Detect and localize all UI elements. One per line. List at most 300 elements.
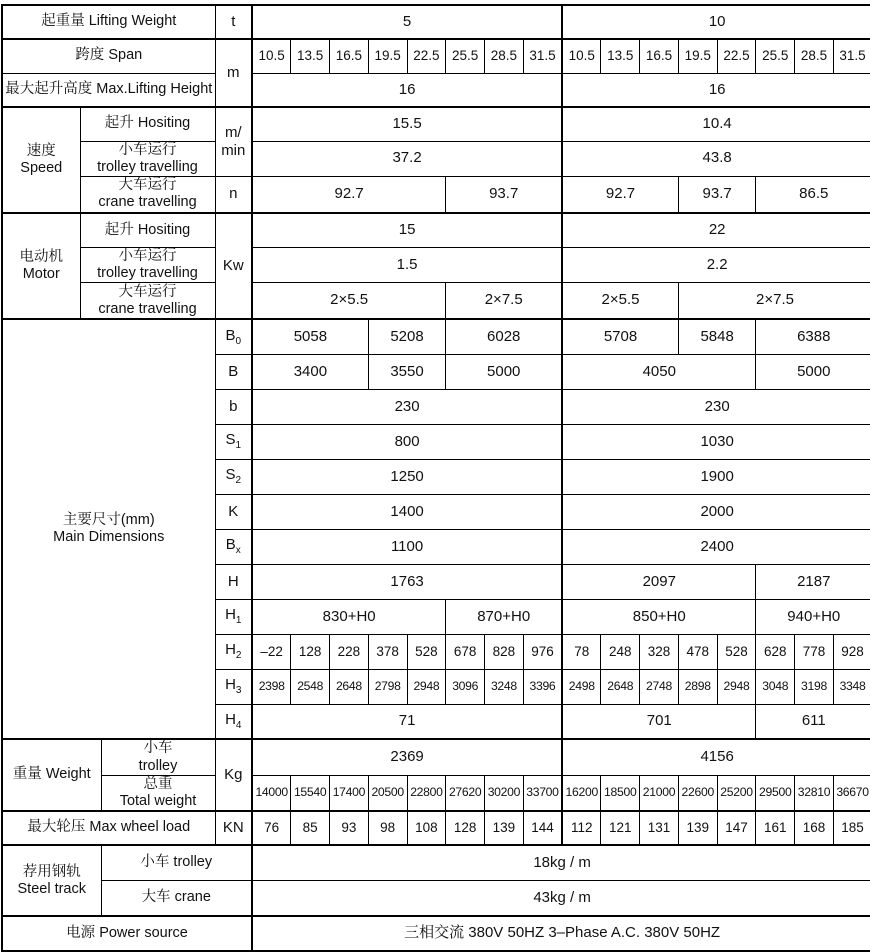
dim-symbol	[215, 529, 252, 564]
cell-text: 4156	[700, 748, 734, 766]
value-cell	[833, 811, 870, 845]
cell-text: 2948	[723, 679, 750, 694]
cell-text: 131	[647, 819, 671, 835]
value-cell	[446, 319, 562, 354]
cell-text: Kw	[222, 257, 244, 275]
cell-text: 3248	[490, 679, 517, 694]
cell-text: 830+H0	[322, 607, 376, 625]
cell-text: 43kg / m	[533, 888, 591, 906]
cell-text: 三相交流 380V 50HZ 3–Phase A.C. 380V 50HZ	[404, 924, 721, 942]
cell-line: 大车运行	[118, 177, 177, 194]
value-cell	[833, 39, 870, 73]
cell-text: 1400	[390, 502, 424, 520]
cell-text: 37.2	[392, 149, 422, 167]
cell-text: 3396	[529, 679, 556, 694]
cell-text: K	[228, 502, 239, 520]
value-cell	[678, 282, 870, 319]
cell-line: Total weight	[119, 792, 197, 809]
value-cell	[601, 775, 640, 811]
dim-symbol	[215, 634, 252, 669]
value-cell	[833, 669, 870, 704]
cell-text: 16200	[565, 785, 598, 800]
cell-subscript: 1	[235, 440, 242, 452]
cell-subscript: x	[235, 545, 241, 557]
cell-text: 144	[531, 819, 554, 835]
cell-subscript: 4	[235, 720, 242, 732]
cell-text: 5058	[293, 327, 328, 345]
cell-text: S	[225, 431, 236, 449]
table-row	[2, 916, 870, 951]
cell-text: 2748	[646, 679, 672, 694]
cell-text: 5	[402, 12, 412, 30]
value-cell	[562, 141, 870, 176]
cell-text: 10.5	[258, 47, 285, 63]
value-cell	[446, 599, 562, 634]
cell-text: 1030	[700, 432, 734, 450]
cell-text: 14000	[255, 785, 288, 800]
value-cell	[368, 319, 446, 354]
cell-text: 1763	[390, 572, 424, 590]
value-cell	[368, 669, 407, 704]
cell-subscript: 2	[235, 650, 242, 662]
unit-cell	[215, 5, 252, 39]
value-cell	[562, 39, 601, 73]
cell-text: 17400	[332, 785, 366, 800]
value-cell	[368, 354, 446, 389]
cell-line: crane travelling	[98, 194, 197, 211]
cell-text: B	[225, 326, 236, 344]
value-cell	[562, 494, 870, 529]
unit-cell	[215, 739, 252, 811]
cell-text: 起升 Hositing	[104, 221, 191, 238]
value-cell	[252, 39, 291, 73]
row-label-total-weight	[101, 775, 215, 811]
cell-text: 128	[298, 643, 322, 659]
value-cell	[407, 634, 446, 669]
cell-text: 25.5	[762, 47, 789, 63]
table-row	[2, 880, 870, 916]
cell-text: 19.5	[374, 47, 401, 63]
value-cell	[562, 599, 756, 634]
cell-text: 5000	[797, 362, 831, 380]
cell-text: 起升 Hositing	[104, 115, 191, 132]
cell-text: 71	[398, 712, 416, 730]
cell-text: 147	[725, 819, 748, 835]
value-cell	[523, 634, 562, 669]
value-cell	[291, 39, 330, 73]
cell-text: 31.5	[839, 47, 866, 63]
cell-text: n	[229, 185, 238, 203]
cell-text: 21000	[642, 785, 676, 800]
value-cell	[485, 634, 524, 669]
value-cell	[485, 669, 524, 704]
cell-text: 2948	[413, 679, 440, 694]
value-cell	[252, 5, 562, 39]
cell-subscript: 2	[235, 475, 242, 487]
cell-text: 跨度 Span	[75, 47, 143, 64]
cell-text: 778	[802, 643, 826, 659]
value-cell	[601, 39, 640, 73]
table-row	[2, 319, 870, 354]
table-row	[2, 811, 870, 845]
cell-text: 15.5	[392, 115, 422, 132]
cell-text: 2×5.5	[330, 291, 369, 309]
cell-text: 6028	[487, 327, 521, 345]
cell-text: 1100	[390, 537, 424, 555]
value-cell	[562, 73, 870, 107]
value-cell	[252, 319, 368, 354]
cell-text: 168	[802, 819, 826, 835]
row-label-max-wheel-load	[2, 811, 215, 845]
value-cell	[640, 39, 679, 73]
cell-text: H	[225, 606, 236, 624]
value-cell	[562, 739, 870, 775]
value-cell	[562, 176, 678, 213]
cell-text: 31.5	[529, 47, 556, 63]
cell-text: 230	[704, 397, 730, 415]
cell-text: 628	[763, 643, 787, 659]
cell-text: 3198	[801, 679, 827, 694]
cell-text: 86.5	[799, 185, 829, 203]
cell-text: 2398	[258, 679, 285, 694]
value-cell	[252, 529, 562, 564]
cell-text: 230	[394, 397, 420, 415]
value-cell	[368, 775, 407, 811]
value-cell	[562, 282, 678, 319]
cell-text: 22	[708, 221, 726, 239]
cell-text: 5208	[390, 327, 424, 345]
value-cell	[407, 669, 446, 704]
table-row	[2, 141, 870, 176]
table-row	[2, 845, 870, 880]
value-cell	[756, 669, 795, 704]
row-label-hoisting	[80, 107, 215, 141]
cell-text: 3096	[452, 679, 479, 694]
cell-text: 22.5	[723, 47, 750, 63]
unit-cell	[215, 213, 252, 319]
value-cell	[252, 669, 291, 704]
cell-text: KN	[222, 818, 244, 836]
value-cell	[601, 634, 640, 669]
value-cell	[252, 494, 562, 529]
value-cell	[795, 811, 834, 845]
table-row	[2, 775, 870, 811]
value-cell	[756, 811, 795, 845]
value-cell	[446, 176, 562, 213]
unit-cell	[215, 39, 252, 107]
value-cell	[678, 176, 756, 213]
cell-text: 850+H0	[632, 607, 686, 625]
value-cell	[252, 564, 562, 599]
value-cell	[795, 669, 834, 704]
value-cell	[562, 213, 870, 247]
row-label-hoisting	[80, 213, 215, 247]
value-cell	[291, 775, 330, 811]
cell-text: 3550	[390, 362, 424, 380]
cell-text: 528	[725, 643, 748, 659]
cell-text: H	[225, 711, 236, 729]
cell-text: 2000	[700, 502, 734, 520]
cell-text: 32810	[797, 785, 831, 800]
value-cell	[368, 39, 407, 73]
value-cell	[252, 141, 562, 176]
value-cell	[330, 39, 369, 73]
row-label-trolley	[101, 739, 215, 775]
value-cell	[330, 811, 369, 845]
table-row	[2, 739, 870, 775]
table-row	[2, 39, 870, 73]
cell-line: trolley travelling	[97, 264, 198, 281]
cell-text: 重量 Weight	[12, 766, 91, 783]
cell-line: m/	[224, 124, 242, 142]
cell-text: 112	[570, 819, 593, 835]
value-cell	[562, 775, 601, 811]
value-cell	[291, 669, 330, 704]
section-label-steel-track	[2, 845, 101, 916]
cell-text: 93	[341, 819, 357, 835]
cell-text: 大车 crane	[141, 888, 211, 905]
cell-text: 16	[398, 80, 416, 98]
row-label-span	[2, 39, 215, 73]
cell-text: 最大轮压 Max wheel load	[27, 819, 191, 836]
cell-text: 2498	[568, 679, 595, 694]
unit-cell	[215, 107, 252, 176]
value-cell	[756, 599, 870, 634]
cell-text: 121	[608, 819, 632, 835]
cell-line: crane travelling	[98, 300, 197, 317]
value-cell	[252, 775, 291, 811]
value-cell	[756, 319, 870, 354]
cell-text: 76	[264, 819, 280, 835]
value-cell	[717, 39, 756, 73]
value-cell	[562, 107, 870, 141]
value-cell	[717, 634, 756, 669]
cell-text: B	[225, 536, 236, 554]
cell-text: 528	[415, 643, 438, 659]
cell-line: 小车	[143, 740, 173, 757]
value-cell	[407, 775, 446, 811]
value-cell	[252, 107, 562, 141]
cell-text: 2648	[607, 679, 634, 694]
value-cell	[252, 389, 562, 424]
cell-text: 28.5	[800, 47, 828, 63]
value-cell	[523, 669, 562, 704]
cell-text: 1900	[700, 467, 734, 485]
cell-text: 93.7	[702, 185, 732, 203]
value-cell	[562, 669, 601, 704]
value-cell	[562, 424, 870, 459]
value-cell	[562, 247, 870, 282]
cell-line: Main Dimensions	[53, 529, 165, 546]
section-label-main-dimensions	[2, 319, 215, 739]
cell-text: 1.5	[396, 255, 418, 273]
dim-symbol	[215, 319, 252, 354]
unit-cell	[215, 176, 252, 213]
table-row	[2, 213, 870, 247]
cell-text: 478	[686, 643, 710, 659]
cell-text: 最大起升高度 Max.Lifting Height	[5, 80, 213, 97]
cell-text: 5708	[603, 327, 638, 345]
cell-text: 870+H0	[477, 607, 531, 625]
spec-table	[1, 4, 870, 952]
value-cell	[485, 811, 524, 845]
cell-line: 小车运行	[118, 141, 177, 158]
value-cell	[562, 389, 870, 424]
cell-text: 小车 trolley	[140, 853, 213, 870]
cell-text: 2×5.5	[601, 291, 640, 309]
value-cell	[562, 5, 870, 39]
cell-text: 4050	[642, 362, 676, 380]
value-cell	[446, 634, 485, 669]
cell-text: 128	[453, 819, 477, 835]
table-row	[2, 176, 870, 213]
cell-line: 大车运行	[118, 283, 177, 300]
value-cell	[523, 775, 562, 811]
cell-text: 36670	[836, 785, 869, 800]
table-row	[2, 73, 870, 107]
value-cell	[252, 213, 562, 247]
value-cell	[678, 775, 717, 811]
cell-line: 小车运行	[118, 247, 177, 264]
value-cell	[252, 73, 562, 107]
value-cell	[562, 811, 601, 845]
value-cell	[562, 319, 678, 354]
value-cell	[252, 282, 446, 319]
value-cell	[562, 354, 756, 389]
value-cell	[717, 775, 756, 811]
value-cell	[562, 459, 870, 494]
value-cell	[833, 775, 870, 811]
row-label-crane-travelling	[80, 176, 215, 213]
row-label-trolley	[101, 845, 252, 880]
value-cell	[252, 880, 870, 916]
cell-text: 92.7	[334, 185, 364, 203]
cell-line: Motor	[22, 266, 60, 283]
cell-text: 10.4	[702, 115, 732, 132]
value-cell	[523, 811, 562, 845]
dim-symbol	[215, 459, 252, 494]
cell-text: 20500	[371, 785, 404, 800]
cell-text: 2898	[684, 679, 711, 694]
cell-text: 611	[801, 712, 826, 730]
value-cell	[446, 811, 485, 845]
value-cell	[756, 564, 870, 599]
cell-text: 800	[394, 432, 420, 450]
value-cell	[640, 811, 679, 845]
value-cell	[795, 634, 834, 669]
table-row	[2, 107, 870, 141]
value-cell	[640, 634, 679, 669]
cell-text: 27620	[448, 785, 482, 800]
row-label-crane	[101, 880, 252, 916]
value-cell	[252, 739, 562, 775]
value-cell	[601, 669, 640, 704]
value-cell	[446, 282, 562, 319]
cell-text: 5848	[700, 327, 734, 345]
cell-text: 108	[415, 819, 438, 835]
cell-text: 2548	[297, 679, 324, 694]
value-cell	[678, 39, 717, 73]
cell-subscript: 3	[235, 685, 242, 697]
cell-text: 2.2	[706, 255, 728, 273]
value-cell	[717, 811, 756, 845]
dim-symbol	[215, 599, 252, 634]
row-label-crane-travelling	[80, 282, 215, 319]
value-cell	[485, 39, 524, 73]
cell-text: Kg	[224, 766, 243, 784]
cell-text: 2097	[642, 572, 676, 590]
value-cell	[368, 811, 407, 845]
row-label-power-source	[2, 916, 252, 951]
value-cell	[291, 634, 330, 669]
cell-text: 3048	[762, 679, 789, 694]
cell-text: 228	[337, 643, 361, 659]
cell-line: 荐用钢轨	[22, 863, 81, 880]
cell-text: 98	[380, 819, 396, 835]
value-cell	[756, 704, 870, 739]
cell-text: 18500	[604, 785, 637, 800]
value-cell	[562, 634, 601, 669]
cell-text: 3400	[293, 362, 328, 380]
value-cell	[678, 811, 717, 845]
value-cell	[252, 845, 870, 880]
value-cell	[562, 529, 870, 564]
cell-subscript: 0	[235, 335, 242, 347]
value-cell	[252, 424, 562, 459]
cell-text: t	[231, 12, 236, 30]
cell-text: 13.5	[607, 47, 634, 63]
cell-text: 16.5	[335, 47, 363, 63]
value-cell	[368, 634, 407, 669]
cell-text: 22.5	[413, 47, 440, 63]
cell-text: 378	[376, 643, 399, 659]
cell-text: 139	[492, 819, 516, 835]
cell-text: 22800	[410, 785, 443, 800]
cell-text: 2400	[700, 537, 734, 555]
value-cell	[601, 811, 640, 845]
cell-subscript: 1	[235, 615, 242, 627]
cell-text: 828	[492, 643, 516, 659]
unit-cell	[215, 811, 252, 845]
cell-text: 29500	[759, 785, 792, 800]
cell-text: 328	[647, 643, 671, 659]
value-cell	[446, 775, 485, 811]
value-cell	[330, 775, 369, 811]
value-cell	[833, 634, 870, 669]
table-row	[2, 5, 870, 39]
value-cell	[291, 811, 330, 845]
dim-symbol	[215, 424, 252, 459]
cell-text: 161	[763, 819, 787, 835]
value-cell	[330, 669, 369, 704]
table-row	[2, 282, 870, 319]
value-cell	[252, 634, 291, 669]
cell-line: trolley travelling	[97, 158, 198, 175]
cell-text: 139	[686, 819, 710, 835]
cell-text: 16	[708, 80, 726, 98]
cell-line: 速度	[26, 143, 56, 159]
cell-text: m	[227, 63, 240, 81]
cell-text: H	[225, 641, 236, 659]
value-cell	[252, 247, 562, 282]
value-cell	[756, 176, 870, 213]
cell-text: 电源 Power source	[66, 924, 188, 941]
row-label-trolley-travelling	[80, 247, 215, 282]
value-cell	[795, 775, 834, 811]
value-cell	[756, 39, 795, 73]
value-cell	[252, 916, 870, 951]
cell-text: 93.7	[489, 185, 519, 203]
